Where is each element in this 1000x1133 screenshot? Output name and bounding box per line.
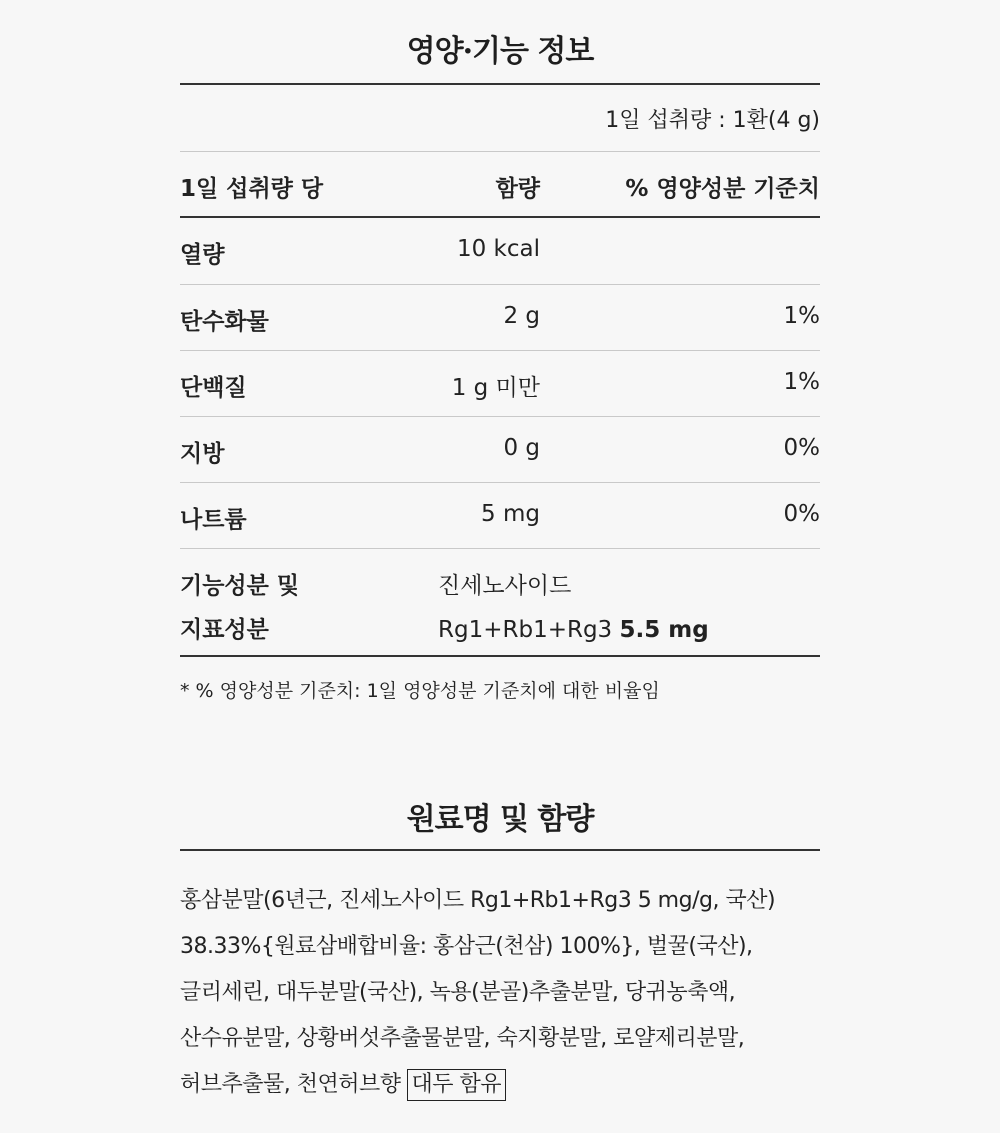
divider [180, 655, 820, 657]
table-row [180, 351, 820, 417]
functional-value-line1: 진세노사이드 [438, 573, 572, 599]
ingredients-title: 원료명 및 함량 [406, 802, 594, 837]
nutrition-table-header [180, 152, 820, 218]
nutrient-name: 단백질 [180, 375, 247, 401]
table-row [180, 483, 820, 549]
nutrient-daily-value: 1% [783, 303, 820, 329]
ingredients-line: 산수유분말, 상황버섯추출물분말, 숙지황분말, 로얄제리분말, [180, 1026, 745, 1051]
table-row [180, 285, 820, 351]
nutrient-name: 지방 [180, 441, 225, 467]
ingredients-list [180, 878, 830, 1108]
nutrient-amount: 1 g 미만 [451, 375, 540, 401]
nutrient-name: 나트륨 [180, 507, 247, 533]
header-amount: 함량 [495, 176, 540, 202]
nutrition-title: 영양·기능 정보 [406, 34, 594, 69]
ingredients-line: 38.33%{원료삼배합비율: 홍삼근(천삼) 100%}, 벌꿀(국산), [180, 934, 753, 959]
functional-value-compound: Rg1+Rb1+Rg3 [438, 617, 613, 643]
functional-value-line2 [438, 606, 709, 654]
header-daily-value: % 영양성분 기준치 [625, 176, 820, 202]
nutrient-amount: 0 g [503, 435, 540, 461]
functional-label-line2: 지표성분 [180, 617, 269, 643]
footnote: * % 영양성분 기준치: 1일 영양성분 기준치에 대한 비율임 [180, 680, 660, 702]
functional-label-line1: 기능성분 및 [180, 573, 300, 599]
table-row [180, 417, 820, 483]
allergen-badge: 대두 함유 [407, 1069, 507, 1101]
header-per-serving: 1일 섭취량 당 [180, 176, 324, 202]
nutrient-amount: 2 g [503, 303, 540, 329]
ingredients-last-line [180, 1062, 830, 1108]
nutrient-amount: 10 kcal [456, 236, 540, 262]
nutrient-daily-value: 0% [783, 435, 820, 461]
functional-value-amount: 5.5 mg [619, 617, 709, 643]
ingredients-line: 글리세린, 대두분말(국산), 녹용(분골)추출분말, 당귀농축액, [180, 980, 736, 1005]
nutrient-name: 탄수화물 [180, 309, 269, 335]
divider [180, 548, 820, 549]
divider [180, 849, 820, 851]
ingredients-line: 홍삼분말(6년근, 진세노사이드 Rg1+Rb1+Rg3 5 mg/g, 국산) [180, 888, 776, 913]
nutrient-name: 열량 [180, 242, 225, 268]
nutrient-daily-value: 0% [783, 501, 820, 527]
nutrient-amount: 5 mg [481, 501, 540, 527]
nutrient-daily-value: 1% [783, 369, 820, 395]
table-row [180, 218, 820, 284]
ingredients-line: 허브추출물, 천연허브향 [180, 1072, 401, 1097]
serving-size: 1일 섭취량 : 1환(4 g) [605, 108, 820, 133]
divider [180, 83, 820, 85]
